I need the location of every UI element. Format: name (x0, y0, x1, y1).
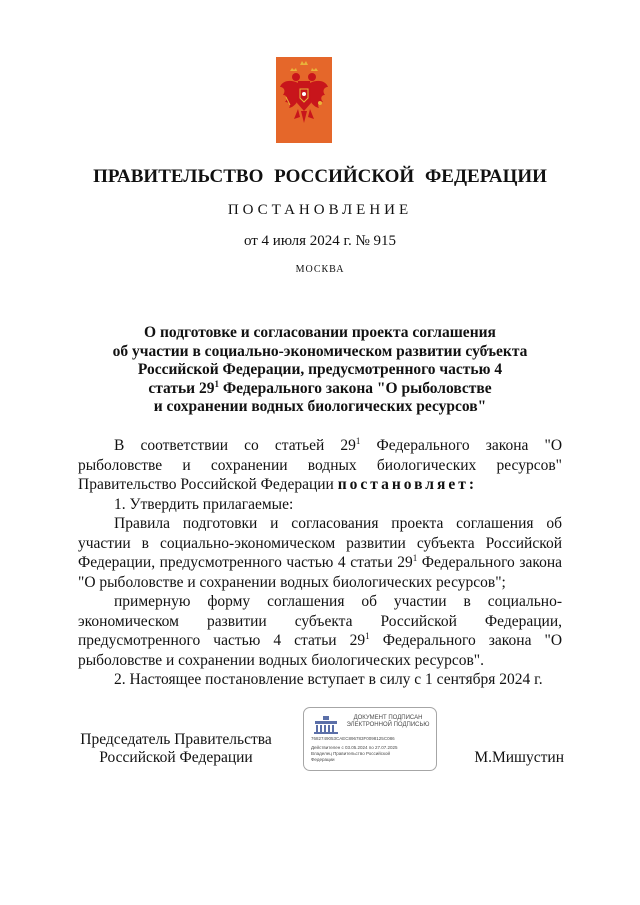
article-superscript: 1 (412, 552, 418, 563)
article-superscript: 1 (355, 435, 361, 446)
document-heading (80, 324, 560, 417)
preamble-text-a: В соответствии со статьей 29 (114, 437, 356, 454)
signer-title (78, 731, 274, 767)
item-2-paragraph: 2. Настоящее постановление вступает в силу с 1 сентября 2024 г. (114, 671, 543, 688)
heading-article: статьи 29 (148, 379, 215, 397)
document-city: МОСКВА (295, 264, 345, 275)
decree-keyword: постановляет: (337, 476, 478, 493)
stamp-header (342, 715, 434, 729)
signer-title-line: Председатель Правительства (80, 731, 272, 748)
heading-line (80, 380, 560, 399)
item-1-paragraph: 1. Утвердить прилагаемые: (114, 495, 294, 513)
form-text-b: Федерального закона "О рыболовстве и сохранении водных биологических ресурсов". (78, 632, 563, 669)
form-paragraph (78, 592, 562, 670)
heading-line: об участии в социально-экономическом развитии субъекта (112, 342, 528, 360)
signer-title-line: Российской Федерации (99, 749, 253, 766)
heading-law: Федерального закона "О рыболовстве (222, 379, 492, 397)
stamp-certificate: 7682749053CAEC896783F0098125C086 (311, 736, 395, 741)
coat-of-arms-icon (276, 57, 332, 143)
document-date-number: от 4 июля 2024 г. № 915 (243, 233, 397, 249)
heading-superscript: 1 (214, 378, 219, 389)
article-superscript: 1 (365, 630, 370, 641)
stamp-validity: Действителен с 03.05.2024 по 27.07.2025 (311, 745, 398, 750)
heading-line: О подготовке и согласовании проекта соглашения (144, 324, 496, 341)
electronic-signature-stamp (303, 707, 437, 771)
stamp-owner: Федерации (311, 756, 335, 762)
organization-title: ПРАВИТЕЛЬСТВО РОССИЙСКОЙ ФЕДЕРАЦИИ (93, 166, 547, 187)
document-body (78, 436, 562, 690)
preamble-text-b: Федерального закона "О рыболовстве и сохранении водных биологических ресурсов" Правительство Российской Федерации (78, 437, 563, 493)
stamp-header-line: ДОКУМЕНТ ПОДПИСАН (353, 715, 423, 721)
heading-line: и сохранении водных биологических ресурсов" (153, 398, 487, 415)
rules-text-b: Федерального закона "О рыболовстве и сохранении водных биологических ресурсов"; (78, 554, 562, 591)
stamp-header-line: ЭЛЕКТРОННОЙ ПОДПИСЬЮ (346, 722, 430, 728)
rules-text-a: Правила подготовки и согласования проекта соглашения об участии в социально-экономическом развитии субъекта Российской Федерации, предусмотренного частью 4 статьи 29 (78, 515, 562, 571)
signer-name: М.Мишустин (474, 749, 564, 766)
stamp-owner: Владелец Правительство Российской (311, 751, 391, 756)
form-text-a: примерную форму соглашения об участии в социально-экономическом развитии субъекта Российской Федерации, предусмотренного частью 4 статьи 29 (78, 593, 562, 649)
document-type: ПОСТАНОВЛЕНИЕ (227, 202, 413, 218)
heading-line: Российской Федерации, предусмотренного частью 4 (137, 361, 503, 378)
government-building-icon (312, 715, 340, 735)
preamble-paragraph (78, 436, 562, 495)
rules-paragraph (78, 514, 562, 592)
